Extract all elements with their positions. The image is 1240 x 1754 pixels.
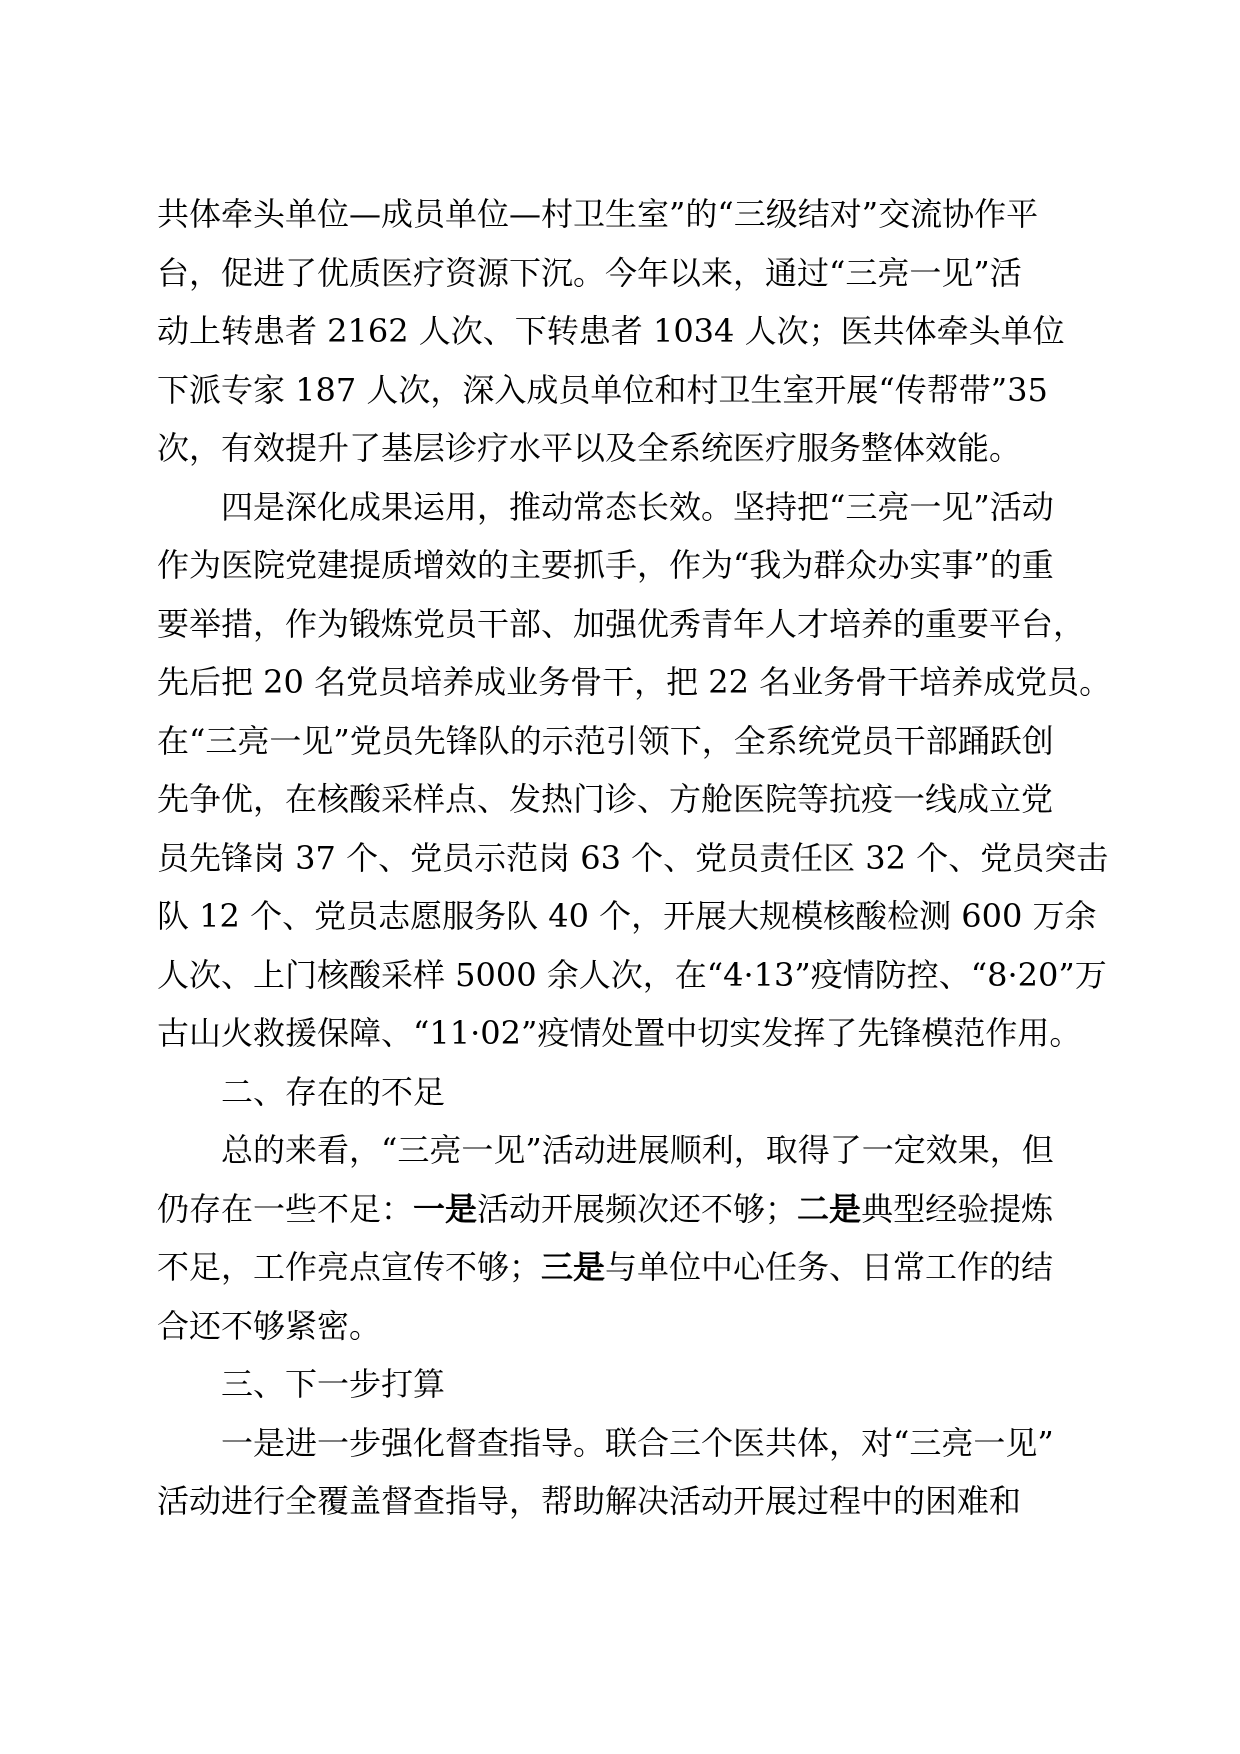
text-line: 共体牵头单位—成员单位—村卫生室”的“三级结对”交流协作平 xyxy=(157,195,1039,233)
section-heading: 二、存在的不足 xyxy=(221,1072,446,1111)
text-line: 人次、上门核酸采样 5000 余人次，在“4·13”疫情防控、“8·20”万 xyxy=(157,955,1107,994)
section-heading: 三、下一步打算 xyxy=(221,1365,446,1403)
text-line: 先争优，在核酸采样点、发热门诊、方舱医院等抗疫一线成立党 xyxy=(157,780,1054,818)
text-line: 先后把 20 名党员培养成业务骨干，把 22 名业务骨干培养成党员。 xyxy=(157,663,1112,701)
text-line: 古山火救援保障、“11·02”疫情处置中切实发挥了先锋模范作用。 xyxy=(157,1014,1082,1052)
body-text xyxy=(157,185,1112,1531)
text-line: 要举措，作为锻炼党员干部、加强优秀青年人才培养的重要平台， xyxy=(157,604,1086,643)
text-run: 不足，工作亮点宣传不够； xyxy=(157,1248,542,1286)
paragraph-start-line: 总的来看，“三亮一见”活动进展顺利，取得了一定效果，但 xyxy=(221,1131,1054,1169)
text-line: 作为医院党建提质增效的主要抓手，作为“我为群众办实事”的重 xyxy=(157,546,1054,584)
text-line: 活动进行全覆盖督查指导，帮助解决活动开展过程中的困难和 xyxy=(157,1482,1022,1520)
text-line-mixed xyxy=(157,1238,1087,1297)
text-line: 队 12 个、党员志愿服务队 40 个，开展大规模核酸检测 600 万余 xyxy=(157,897,1097,935)
text-run: 与单位中心任务、日常工作的结 xyxy=(605,1248,1054,1286)
text-line: 合还不够紧密。 xyxy=(157,1306,382,1345)
bold-text-run: 一是 xyxy=(413,1189,478,1228)
text-run: 典型经验提炼 xyxy=(861,1189,1054,1228)
text-line: 下派专家 187 人次，深入成员单位和村卫生室开展“传帮带”35 xyxy=(157,370,1048,409)
text-run: 活动开展频次还不够； xyxy=(477,1189,798,1228)
bold-text-run: 二是 xyxy=(797,1189,862,1228)
text-line: 动上转患者 2162 人次、下转患者 1034 人次；医共体牵头单位 xyxy=(157,312,1065,350)
paragraph-start-line: 四是深化成果运用，推动常态长效。坚持把“三亮一见”活动 xyxy=(221,487,1054,526)
text-line: 员先锋岗 37 个、党员示范岗 63 个、党员责任区 32 个、党员突击 xyxy=(157,838,1109,877)
text-line-mixed xyxy=(157,1180,1087,1239)
text-line: 在“三亮一见”党员先锋队的示范引领下，全系统党员干部踊跃创 xyxy=(157,721,1054,760)
bold-text-run: 三是 xyxy=(541,1248,606,1286)
text-line: 次，有效提升了基层诊疗水平以及全系统医疗服务整体效能。 xyxy=(157,429,1022,467)
paragraph-start-line: 一是进一步强化督查指导。联合三个医共体，对“三亮一见” xyxy=(221,1423,1054,1462)
text-line: 台，促进了优质医疗资源下沉。今年以来，通过“三亮一见”活 xyxy=(157,253,1022,292)
text-run: 仍存在一些不足： xyxy=(157,1189,414,1228)
